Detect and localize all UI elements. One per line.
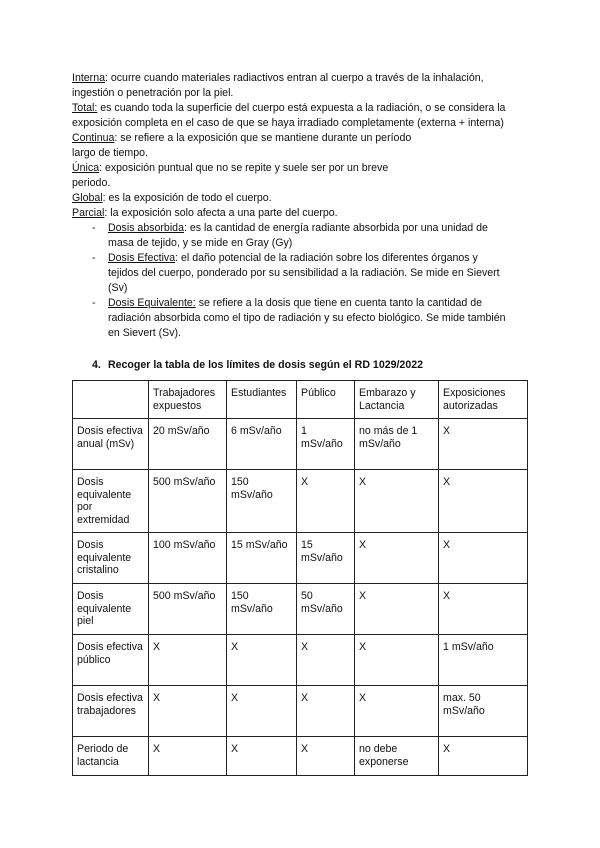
table-cell: X xyxy=(439,737,528,776)
table-cell: X xyxy=(355,584,439,635)
definition-line: exposición completa en el caso de que se haya irradiado completamente (externa + interna) xyxy=(72,117,504,129)
row-label-cell: Dosis efectiva público xyxy=(73,635,149,686)
dose-item xyxy=(92,221,532,251)
dose-term: Dosis Equivalente: xyxy=(108,297,196,309)
dose-text: : el daño potencial de la radiación sobre los diferentes órganos y xyxy=(175,252,478,264)
table-cell: 1 mSv/año xyxy=(439,635,528,686)
table-cell: X xyxy=(227,635,297,686)
row-label-cell: Periodo de lactancia xyxy=(73,737,149,776)
table-header-cell xyxy=(73,381,149,419)
definition-term: Parcial xyxy=(72,207,105,219)
table-cell: no debe exponerse xyxy=(355,737,439,776)
row-label-cell: Dosis equivalente por extremidad xyxy=(73,470,149,533)
definition-term: Única xyxy=(72,162,100,174)
definition-item xyxy=(72,131,532,161)
table-cell: 1 mSv/año xyxy=(297,419,355,470)
table-row xyxy=(73,470,528,533)
table-cell: 50 mSv/año xyxy=(297,584,355,635)
definition-line xyxy=(72,71,532,86)
dose-line: radiación absorbida como el tipo de radiación y su efecto biológico. Se mide también xyxy=(108,312,506,324)
definition-line: ingestión o penetración por la piel. xyxy=(72,87,234,99)
table-cell: X xyxy=(355,635,439,686)
definition-line xyxy=(72,191,532,206)
section-heading xyxy=(72,358,532,373)
definition-line xyxy=(72,161,532,176)
table-cell: X xyxy=(149,686,227,737)
definition-term: Global xyxy=(72,192,103,204)
definition-item xyxy=(72,206,532,221)
dose-line xyxy=(108,296,532,311)
table-cell: X xyxy=(149,737,227,776)
dose-line: masa de tejido, y se mide en Gray (Gy) xyxy=(108,237,293,249)
table-header-cell: Exposiciones autorizadas xyxy=(439,381,528,419)
table-cell: X xyxy=(355,533,439,584)
table-cell: no más de 1 mSv/año xyxy=(355,419,439,470)
definition-item xyxy=(72,101,532,131)
table-cell: 500 mSv/año xyxy=(149,584,227,635)
definition-text: : se refiere a la exposición que se mantiene durante un período xyxy=(114,132,412,144)
row-label-cell: Dosis equivalente piel xyxy=(73,584,149,635)
dose-limits-table xyxy=(72,380,528,776)
exposure-definitions xyxy=(72,71,532,221)
table-cell: 100 mSv/año xyxy=(149,533,227,584)
row-label-cell: Dosis equivalente cristalino xyxy=(73,533,149,584)
definition-text: : exposición puntual que no se repite y suele ser por un breve xyxy=(99,162,389,174)
table-cell: X xyxy=(439,419,528,470)
table-cell: 20 mSv/año xyxy=(149,419,227,470)
table-header-cell: Trabajadores expuestos xyxy=(149,381,227,419)
definition-text: es cuando toda la superficie del cuerpo está expuesta a la radiación, o se considera la xyxy=(97,102,506,114)
table-cell: max. 50 mSv/año xyxy=(439,686,528,737)
table-cell: X xyxy=(355,686,439,737)
definition-line xyxy=(72,101,532,116)
table-row xyxy=(73,737,528,776)
definition-item xyxy=(72,161,532,191)
bullet-dash: - xyxy=(92,297,96,309)
document-body xyxy=(72,71,532,373)
table-row xyxy=(73,635,528,686)
dose-text: se refiere a la dosis que tiene en cuenta tanto la cantidad de xyxy=(195,297,482,309)
definition-line xyxy=(72,206,532,221)
table-cell: 500 mSv/año xyxy=(149,470,227,533)
dose-line: tejidos del cuerpo, ponderado por su sensibilidad a la radiación. Se mide en Sievert xyxy=(108,267,500,279)
dose-line xyxy=(108,221,532,236)
dose-line: en Sievert (Sv). xyxy=(108,327,182,339)
definition-text: : es la exposición de todo el cuerpo. xyxy=(102,192,272,204)
table-cell: X xyxy=(297,686,355,737)
dose-item xyxy=(92,296,532,341)
dose-term: Dosis Efectiva xyxy=(108,252,176,264)
table-header-cell: Público xyxy=(297,381,355,419)
definition-item xyxy=(72,71,532,101)
table-cell: X xyxy=(439,470,528,533)
row-label-cell: Dosis efectiva trabajadores xyxy=(73,686,149,737)
definition-item xyxy=(72,191,532,206)
table-cell: X xyxy=(227,737,297,776)
table-cell: X xyxy=(297,470,355,533)
definition-term: Total: xyxy=(72,102,98,114)
table-cell: X xyxy=(439,584,528,635)
table-cell: X xyxy=(149,635,227,686)
table-header-cell: Embarazo y Lactancia xyxy=(355,381,439,419)
definition-text: : la exposición solo afecta a una parte del cuerpo. xyxy=(104,207,338,219)
definition-line xyxy=(72,131,532,146)
table-row xyxy=(73,419,528,470)
row-label-cell: Dosis efectiva anual (mSv) xyxy=(73,419,149,470)
definition-line: largo de tiempo. xyxy=(72,147,148,159)
bullet-dash: - xyxy=(92,222,96,234)
table-cell: X xyxy=(297,635,355,686)
table-cell: 150 mSv/año xyxy=(227,470,297,533)
bullet-dash: - xyxy=(92,252,96,264)
table-cell: 15 mSv/año xyxy=(297,533,355,584)
section-number: 4. xyxy=(92,359,101,371)
dose-line xyxy=(108,251,532,266)
dose-item xyxy=(92,251,532,296)
section-title: Recoger la tabla de los límites de dosis según el RD 1029/2022 xyxy=(108,359,423,371)
dose-list xyxy=(72,221,532,341)
table-row xyxy=(73,533,528,584)
table-cell: 15 mSv/año xyxy=(227,533,297,584)
table-header-cell: Estudiantes xyxy=(227,381,297,419)
definition-term: Interna xyxy=(72,72,105,84)
dose-line: (Sv) xyxy=(108,282,128,294)
definition-term: Continua xyxy=(72,132,115,144)
dose-term: Dosis absorbida xyxy=(108,222,184,234)
table-cell: 150 mSv/año xyxy=(227,584,297,635)
table-row xyxy=(73,686,528,737)
table-cell: X xyxy=(227,686,297,737)
table-cell: X xyxy=(439,533,528,584)
table-cell: 6 mSv/año xyxy=(227,419,297,470)
table-header-row xyxy=(73,381,528,419)
table-row xyxy=(73,584,528,635)
dose-text: : es la cantidad de energía radiante absorbida por una unidad de xyxy=(183,222,488,234)
definition-line: periodo. xyxy=(72,177,111,189)
definition-text: : ocurre cuando materiales radiactivos entran al cuerpo a través de la inhalación, xyxy=(104,72,484,84)
table-cell: X xyxy=(355,470,439,533)
table-cell: X xyxy=(297,737,355,776)
